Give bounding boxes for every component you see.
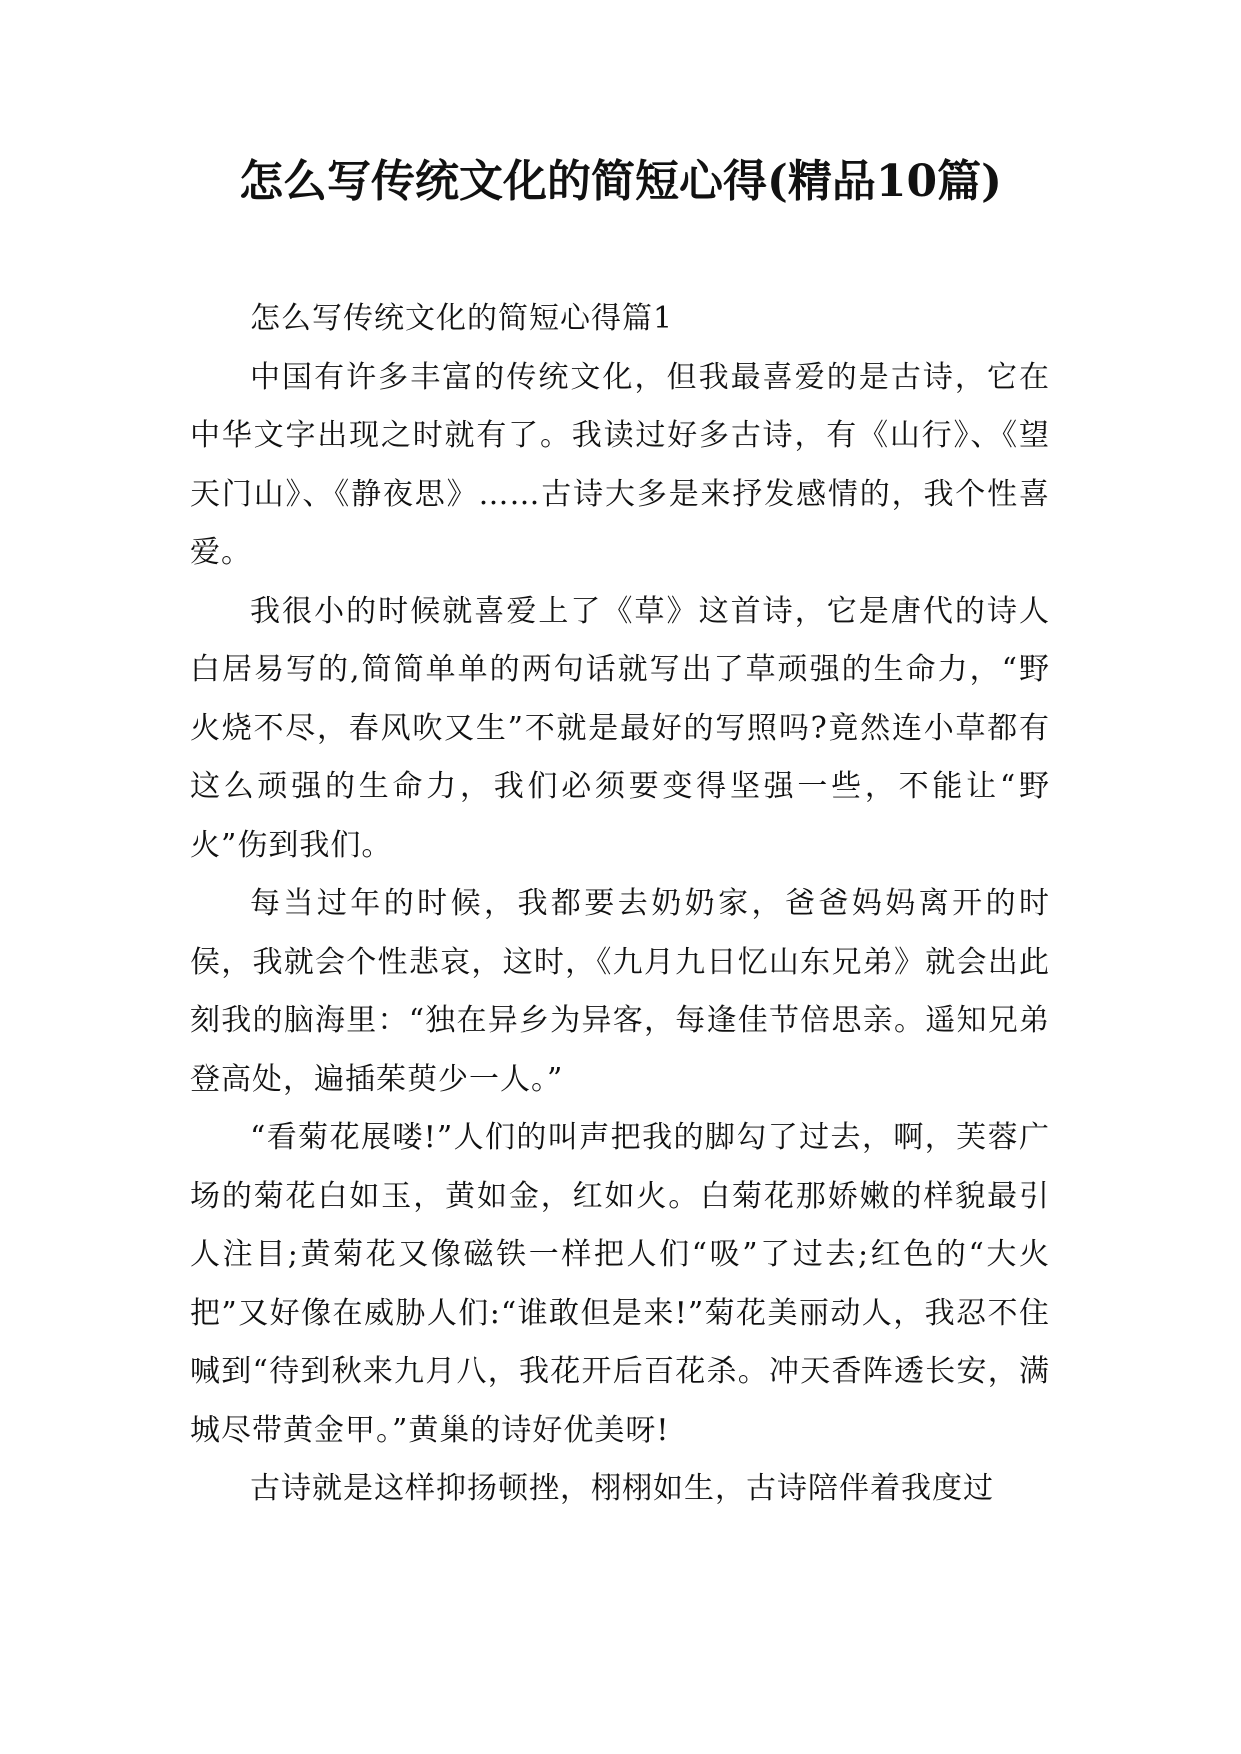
- section-heading: 怎么写传统文化的简短心得篇1: [250, 301, 674, 336]
- paragraph-5: 古诗就是这样抑扬顿挫，栩栩如生，古诗陪伴着我度过: [250, 1471, 994, 1506]
- document-title: 怎么写传统文化的简短心得(精品10篇): [239, 156, 1002, 207]
- paragraph-2: 我很小的时候就喜爱上了《草》这首诗，它是唐代的诗人白居易写的,简简单单的两句话就写出了草顽强的生命力，“野火烧不尽，春风吹又生”不就是最好的写照吗?竟然连小草都有这么顽强的生命力，我们必须要变得坚强一些，不能让“野火”伤到我们。: [190, 593, 1050, 863]
- paragraph-4: “看菊花展喽!”人们的叫声把我的脚勾了过去，啊，芙蓉广场的菊花白如玉，黄如金，红如火。白菊花那娇嫩的样貌最引人注目;黄菊花又像磁铁一样把人们“吸”了过去;红色的“大火把”又好像在威胁人们:“谁敢但是来!”菊花美丽动人，我忍不住喊到“待到秋来九月八，我花开后百花杀。冲天香阵透长安，满城尽带黄金甲。”黄巢的诗好优美呀!: [190, 1120, 1050, 1448]
- document-body: [190, 290, 1050, 1519]
- paragraph-3: 每当过年的时候，我都要去奶奶家，爸爸妈妈离开的时侯，我就会个性悲哀，这时，《九月九日忆山东兄弟》就会出此刻我的脑海里：“独在异乡为异客，每逢佳节倍思亲。遥知兄弟登高处，遍插茱萸少一人。”: [190, 886, 1050, 1097]
- paragraph-1: 中国有许多丰富的传统文化，但我最喜爱的是古诗，它在中华文字出现之时就有了。我读过好多古诗，有《山行》、《望天门山》、《静夜思》……古诗大多是来抒发感情的，我个性喜爱。: [190, 359, 1050, 570]
